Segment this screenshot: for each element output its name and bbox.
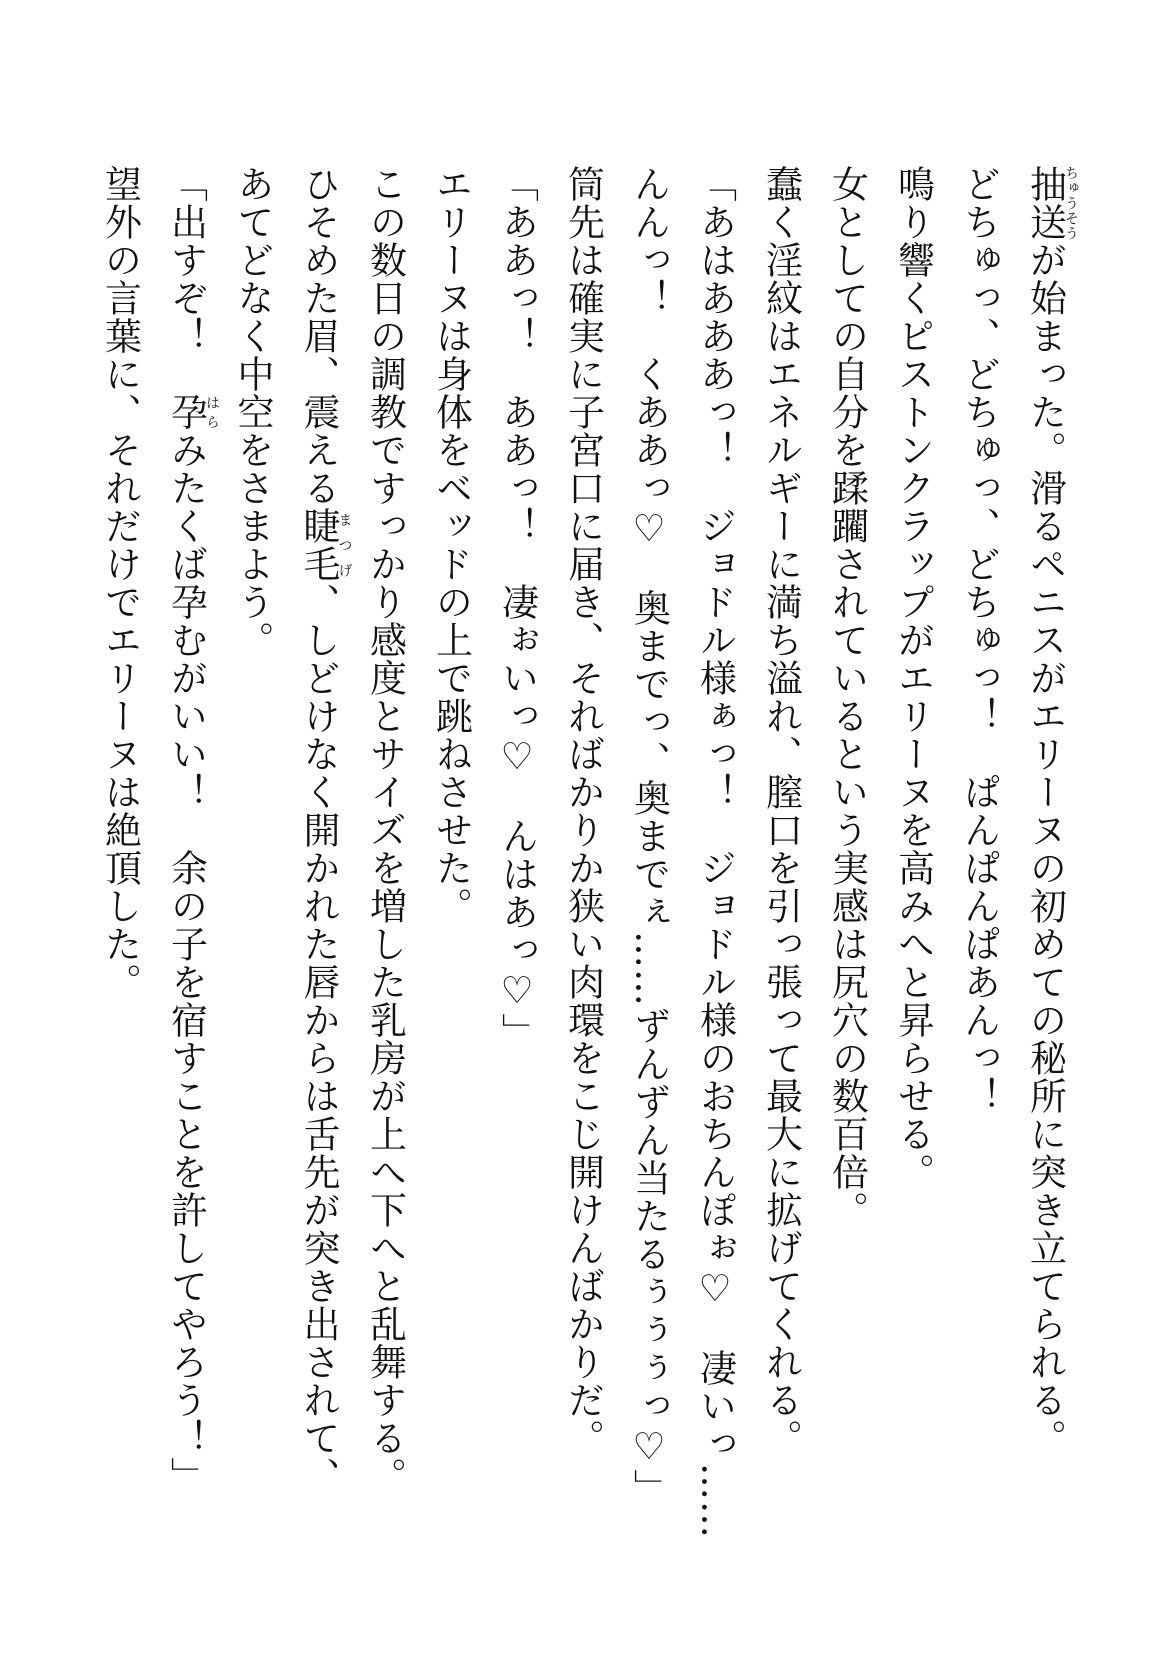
- text-line: 女としての自分を蹂躙されているという実感は尻穴の数百倍。: [825, 165, 869, 1229]
- text-line: ひそめた眉、震える睫毛まつげ、しどけなく開かれた唇からは舌先が突き出されて、: [297, 165, 353, 1495]
- text-line: 「ああっ！ ああっ！ 凄ぉいっ♡ んはあっ♡」: [495, 165, 539, 1051]
- text-line: エリーヌは身体をベッドの上で跳ねさせた。: [429, 165, 473, 925]
- text-line: 筒先は確実に子宮口に届き、そればかりか狭い肉環をこじ開けんばかりだ。: [561, 165, 605, 1457]
- text-line: あてどなく中空をさまよう。: [231, 165, 274, 659]
- text-line: この数日の調教ですっかり感度とサイズを増した乳房が上へ下へと乱舞する。: [363, 165, 407, 1495]
- vertical-text-body: [68, 165, 1078, 1565]
- text-line: んんっ！ くああっ♡ 奥までっ、奥までぇ……ずんずん当たるぅぅぅっ♡」: [627, 165, 671, 1507]
- text-line: 「あはあああっ！ ジョドル様ぁっ！ ジョドル様のおちんぽぉ♡ 凄いっ……: [693, 165, 737, 1539]
- text-line: どちゅっ、どちゅっ、どちゅっ！ ぱんぱんぱあんっ！: [957, 165, 1001, 1115]
- text-line: 望外の言葉に、それだけでエリーヌは絶頂した。: [98, 165, 142, 1001]
- text-line: 「出すぞ！ 孕はらみたくば孕むがいい！ 余の子を宿すことを許してやろう！」: [164, 165, 220, 1495]
- text-line: 蠢く淫紋はエネルギーに満ち溢れ、膣口を引っ張って最大に拡げてくれる。: [759, 165, 803, 1457]
- text-line: 鳴り響くピストンクラップがエリーヌを高みへと昇らせる。: [891, 165, 935, 1191]
- text-line: 抽送ちゅうそうが始まった。滑るペニスがエリーヌの初めての秘所に突き立てられる。: [1023, 165, 1079, 1457]
